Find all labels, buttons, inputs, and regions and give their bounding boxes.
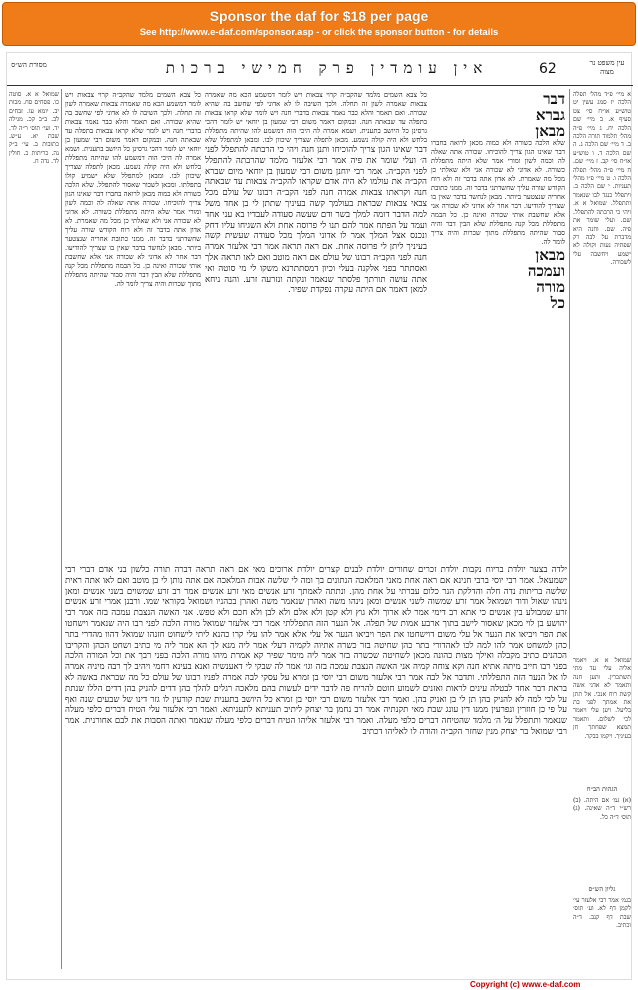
gemara-top-text: דבר שאינו הגון צריך להוכיחו ותנן חנה ויהי כי הרבתה להתפלל לפני ה׳ ועלי שומר את פיה אמר רבי אלעזר מלמד שהרבתה להתפלל לפני הקב״ה. אמר רבי יוחנן משום רבי שמעון בן יוחאי מיום שברא הקב״ה את עולמו לא היה אדם שקראו להקב״ה צבאות עד שבאתה חנה וקראתו צבאות אמרה חנה לפני הקב״ה רבונו של עולם מכל צבאי צבאות שבראת בעולמך קשה בעיניך שתתן לי בן אחד משל למה הדבר דומה למלך בשר ודם שעשה סעודה לעבדיו בא עני אחד ועמד על הפתח אמר להם תנו לי פרוסה אחת ולא השגיחו עליו דחק ונכנס אצל המלך אמר לו אדוני המלך מכל סעודה שעשית קשה בעיניך ליתן לי פרוסה אחת. אם ראה תראה אמר רבי אלעזר אמרה חנה לפני הקב״ה רבונו של עולם אם ראה מוטב ואם לאו תראה אלך ואסתתר בפני אלקנה בעלי וכיון דמסתתרנא משקו לי מי סוטה ואי אתה עושה תורתך פלסתר שנאמר ונקתה ונזרעה זרע. והנה ניחא למאן דאמר אם היתה עקרה נפקדת שפיר.: [205, 145, 427, 296]
running-title: אין עומדין פרק חמישי ברכות: [165, 59, 489, 77]
torah-or-text: שמואל א א. ויאמר אליה עלי עד מתי תשתכרין. ותען חנה ותאמר לא אדני אשה קשת רוח אנכי. אל תתן את אמתך לפני בת בליעל. ויען עלי ויאמר לכי לשלום. ותאמר תמצא שפחתך חן בעיניך. ויקמו בבקר.: [573, 657, 631, 740]
hagahot-text: (א) גמ׳ אם היתה. (ב) רש״י ד״ה שאינה. (ג) תוס׳ ד״ה כל.: [573, 797, 631, 821]
page-number: 62: [539, 61, 557, 77]
dibur-hamatchil-6: מורה: [536, 278, 565, 296]
dibur-hamatchil-4: מבאן: [535, 246, 565, 264]
talmud-page: [6, 52, 632, 980]
left-margin-divider: [61, 89, 62, 969]
copyright-notice[interactable]: Copyright (c) www.e-daf.com: [470, 980, 581, 989]
dibur-hamatchil-2: גברא: [535, 106, 565, 124]
right-margin-column: [573, 91, 631, 651]
gilyon-text: בגמ׳ אמר רבי אלעזר עי׳ לקמן דף לא. וע׳ תוס׳ שבת דף קנב. ד״ה וכתיב.: [573, 897, 631, 930]
sponsor-title[interactable]: Sponsor the daf for $18 per page: [209, 8, 429, 24]
masoret-hashas-label: מסורת הש״ס: [11, 61, 47, 69]
dibur-hamatchil-1: דבר: [543, 91, 565, 108]
rashi-text: שלא הלכה כשורה ולא כמוה מכאן לרואה בחברו דבר שאינו הגון צריך להוכיחו. שכורה אתה שאלה לה וכמה לשון ומורי אמר שלא היתה מתפללת כשורה. לא אדוני לא שכורה אני ולא שאלתי כן מכל מה שאמרת. לא אדון אתה בדבר זה ולא רוח הקודש שורה עליך שחשדתני בדבר זה. ממני כתובת אחריה שנצטער ביותר. מבאן לנחשד בדבר שאין בו שצריך להודיעו. דבר אחר לא אדוני לא שכורה אני אלא שחשבת אותי שכורה ואינה כן. כל הבמה מתפללת מכל קנה מתפללת שלא הבין דבר והיה סבור שהיתה מתפללת מתוך שכרות והיה צריך לומר לה.: [431, 139, 565, 246]
tosafot-continued-text: שלא הלכה כשורה ולא כמוה מכאן לרואה בחברו דבר שאינו הגון צריך להוכיחו. שכורה אתה שאלה לה וכמה לשון ומורי אמר שלא היתה מתפללת כשורה. לא אדוני לא שכורה אני ולא שאלתי כן מכל מה שאמרת. לא אדון אתה בדבר זה ולא רוח הקודש שורה עליך שחשדתני בדבר זה. ממני כתובת אחריה שנצטער ביותר. מבאן לנחשד בדבר שאין בו שצריך להודיעו. דבר אחר לא אדוני לא שכורה אני אלא שחשבת אותי שכורה ואינה כן. כל הבמה מתפללת מכל קנה מתפללת שלא הבין דבר והיה סבור שהיתה מתפללת מתוך שכרות והיה צריך לומר לה.: [65, 181, 201, 288]
tosafot-text: כל צבא השמים מלמד שהקב״ה קרוי צבאות ויש לומר דמשמע הכא מה שאמרה צבאות שאמרה לשון זה תחלה. ולכך השיבה לו לא אדוני לפי שחשב בה שהיא שכורה. ואם תאמר והלא כבר נאמר צבאות בדברי חנה ויש לומר שלא קראו צבאות בתפלה עד שבאתה חנה. ובמקום דאמר משום רבי שמעון בן יוחאי יש לומר דהכי גרסינן כל היושב בתענית. ושמא אמרה לה היכי הוה דמשמע להו שהיתה מתפללת בלחש ולא היה קולה נשמע. מכאן לתפלה שצריך שיכוון לבו. ומבאן למתפלל שלא ישמיע קולו בתפלתו. ומכאן לשכור שאסור להתפלל.: [65, 91, 201, 189]
page-header: [7, 53, 633, 85]
torah-or-column: [573, 657, 631, 777]
rashi-column: [431, 91, 565, 561]
sponsor-banner[interactable]: [2, 2, 636, 46]
gilyon-label: גליון הש״ס: [588, 885, 616, 893]
dibur-hamatchil-7: כל: [550, 294, 565, 312]
gemara-bottom-block: [65, 565, 567, 973]
gemara-top-commentary-text: כל צבא השמים מלמד שהקב״ה קרוי צבאות ויש לומר דמשמע הכא מה שאמרה צבאות שאמרה לשון זה תחלה. ולכך השיבה לו לא אדוני לפי שחשב בה שהיא שכורה. ואם תאמר והלא כבר נאמר צבאות בדברי חנה ויש לומר שלא קראו צבאות בתפלה עד שבאתה חנה. ובמקום דאמר משום רבי שמעון בן יוחאי יש לומר דהכי גרסינן כל היושב בתענית. ושמא אמרה לה היכי הוה דמשמע להו שהיתה מתפללת בלחש ולא היה קולה נשמע. מכאן לתפלה שצריך שיכוון לבו. ומבאן למתפלל שלא: [205, 91, 427, 143]
dibur-hamatchil-3: מבאן: [535, 122, 565, 140]
right-margin-divider: [569, 89, 570, 649]
gemara-top-commentary: [205, 91, 427, 143]
tosafot-column: [65, 91, 201, 561]
ein-mishpat-label: עין משפט נר מצוה: [589, 59, 625, 76]
gilyon-column: [573, 897, 631, 967]
hagahot-column: [573, 797, 631, 877]
gemara-top-block: [205, 145, 427, 555]
sponsor-subtitle[interactable]: See http://www.e-daf.com/sponsor.asp - or click the sponsor button - for details: [139, 27, 499, 38]
hagahot-label: הגהות הב״ח: [586, 785, 618, 793]
right-margin-text: א מיי׳ פ״ד מהל׳ תפלה הלכה יז סמג עשין יט טוש״ע או״ח סי׳ צט סעיף א. ב מיי׳ שם הלכה יח. ג מיי׳ פ״ה מהל׳ תלמוד תורה הלכה ב. ד מיי׳ שם הלכה ג. ה שם הלכה ד. ו טוש״ע או״ח סי׳ קב. ז מיי׳ שם. ח מיי׳ פ״ה מהל׳ תפלה הלכה ו. ט מיי׳ פ״ו מהל׳ תעניות. י שם הלכה ב. ויתפלל כנגד לבו שנאמר ותתפלל. שמואל א א. ויהי כי הרבתה להתפלל. שם. ועלי שומר את פיה. שם. וחנה היא מדברת על לבה רק שפתיה נעות וקולה לא ישמע ויחשבה עלי לשכורה.: [573, 91, 631, 267]
gemara-bottom-text: ילדה בצער יולדת בריוח נקבות יולדת זכרים שחורים יולדת לבנים קצרים יולדת ארוכים מאי אם ראה תראה דברה תורה כלשון בני אדם דברי רבי ישמעאל. אמר רבי יוסי ברבי חנינא אם ראה אחת מאני המלאכה הנתונים בך ומה לי שלשה אבות המלאכה אם אתה נותן לי בן מוטב ואם לאו אתה ראית שלשה בריתות נדה חלה והדלקת הנר כלום עברתי על אחת מהן. ונתתה לאמתך זרע אנשים מאי זרע אנשים אמר רב זרע שמשוים בשני אנשים ומאן נינהו שאול ודוד ושמואל אמר זרע שמשוה לשני אנשים ומאן נינהו משה ואהרן שנאמר משה ואהרן בכהניו ושמואל בקוראי שמו. ורבנן אמרי זרע אנשים זרע שמבולע בין אנשים כי אתא רב דימי אמר לא ארוך ולא גוץ ולא קטן ולא אלם ולא לבן ולא חכם ולא טפש. אני האשה הנצבת עמכה בזה אמר רבי יהושע בן לוי מכאן שאסור לישב בתוך ארבע אמות של תפלה. אל הנער הזה התפללתי אמר רבי אלעזר שמואל מורה הלכה לפני רבו היה שנאמר וישחטו את הפר ויביאו את הנער אל עלי משום דוישחטו את הפר ויביאו הנער אל עלי אלא אמר להו עלי קרו כהנא ליתי לישחוט חזנהו שמואל דהוו מהדרי בתר כהן למשחט אמר להו למה לכו לאהדורי בתר כהן שחיטה בזר כשרה אתיוה לקמיה דעלי אמר ליה מנא לך הא אמר ליה מי כתיב ושחט הכהן והקריבו הכהנים כתיב מקבלה ואילך מצות כהונה מכאן לשחיטה שכשרה בזר אמר ליה מימר שפיר קא אמרת מיהו מורה הלכה בפני רבך את וכל המורה הלכה בפני רבו חייב מיתה אתיא חנה וקא צוחה קמיה אני האשה הנצבת עמכה בזה וגו׳ אמר לה שבקי לי דאענשיה ואנא בעינא רחמי ויהיב לך רבה מיניה אמרה לו אל הנער הזה התפללתי. ותדבר אל לבה אמר רבי אלעזר משום רבי יוסי בן זמרא על עסקי לבה אמרה לפניו רבונו של עולם כל מה שבראת באשה לא בראת דבר אחד לבטלה עינים לראות ואזנים לשמוע חוטם להריח פה לדבר ידים לעשות בהם מלאכה רגלים להלך בהן דדים להניק בהן דדים הללו שנתת על לבי למה לא להניק בהן תן לי בן ואניק בהן. ואמר רבי אלעזר משום רבי יוסי בן זמרא כל היושב בתענית שבת קורעין לו גזר דינו של שבעים שנה ואף על פי כן חוזרין ונפרעין ממנו דין עונג שבת מאי תקנתיה אמר רב נחמן בר יצחק ליתיב תעניתא לתעניתא. ואמר רבי אלעזר עלי הטיח דברים כלפי מעלה שנאמר ותתפלל על ה׳ מלמד שהטיחה דברים כלפי מעלה. ואמר רבי אלעזר אליהו הטיח דברים כלפי מעלה שנאמר ואתה הסבות את לבם אחורנית. אמר רבי שמואל בר יצחק מנין שחזר הקב״ה והודה לו לאליהו דכתיב: [65, 565, 567, 737]
left-margin-column: [9, 91, 59, 971]
left-margin-text: שמואל א א. סוטה כו. פסחים סח. מכות יב. יומא עו. זבחים לב. ב״ב קכ. מגילה יד. ועי׳ תוס׳ ר״ה לד. שבת יא. ע״ש. כתובות ב. עי׳ ב״ק נה. כריתות כ. חולין לד. נדה ח.: [9, 91, 59, 166]
header-rule: [7, 85, 633, 86]
dibur-hamatchil-5: ועמכה: [527, 262, 565, 280]
